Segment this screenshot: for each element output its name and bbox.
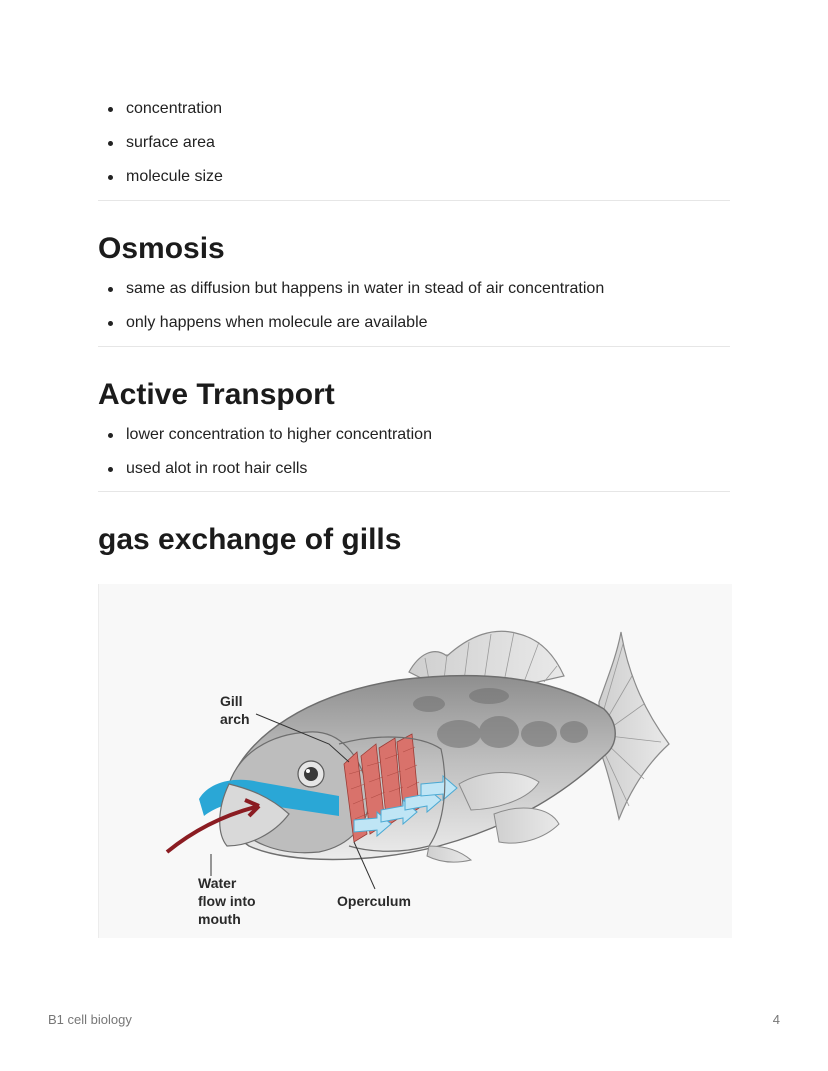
divider: [98, 491, 730, 492]
divider: [98, 200, 730, 201]
label-gill-arch-1: Gill: [220, 693, 243, 709]
pelvic-fin: [494, 808, 559, 843]
list-item: concentration: [98, 92, 223, 126]
list-item: surface area: [98, 126, 223, 160]
section-heading-gas-exchange: gas exchange of gills: [98, 523, 402, 556]
osmosis-list: [98, 272, 604, 340]
intro-list: [98, 92, 223, 194]
label-water-3: mouth: [198, 911, 241, 927]
list-item: molecule size: [98, 160, 223, 194]
section-heading-osmosis: Osmosis: [98, 232, 225, 265]
label-water-2: flow into: [198, 893, 256, 909]
list-item: used alot in root hair cells: [98, 452, 432, 486]
active-transport-list: [98, 418, 432, 486]
label-operculum: Operculum: [337, 893, 411, 909]
page-number: 4: [772, 1012, 780, 1027]
label-water-1: Water: [198, 875, 237, 891]
fish-gill-diagram: [98, 584, 732, 938]
footer-title: B1 cell biology: [48, 1012, 132, 1027]
section-heading-active-transport: Active Transport: [98, 378, 335, 411]
list-item: only happens when molecule are available: [98, 306, 604, 340]
fish-illustration: [99, 584, 732, 938]
anal-fin: [427, 846, 471, 862]
list-item: same as diffusion but happens in water in stead of air concentration: [98, 272, 604, 306]
label-gill-arch-2: arch: [220, 711, 250, 727]
list-item: lower concentration to higher concentration: [98, 418, 432, 452]
divider: [98, 346, 730, 347]
